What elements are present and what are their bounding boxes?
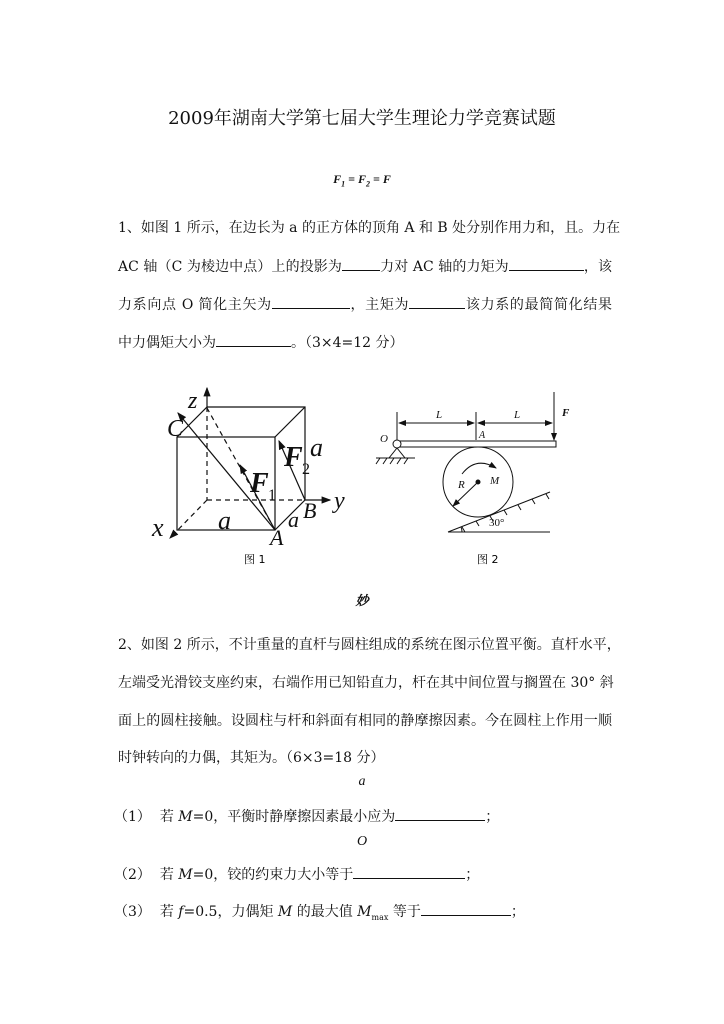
force-f1-label: F — [250, 468, 269, 499]
answer-blank[interactable] — [353, 864, 465, 879]
text: 的最大值 — [292, 904, 358, 920]
q2-sub-2 — [114, 864, 608, 884]
text: ，主矩为 — [349, 297, 410, 313]
stray-o: O — [356, 834, 368, 849]
num: （2） — [114, 867, 151, 883]
force-f1-sub: 1 — [268, 487, 276, 504]
q2-sub-3 — [114, 901, 608, 927]
q2-line-4: 时钟转向的力偶，其矩为。（6×3=18 分） — [118, 750, 385, 766]
x-axis-label: x — [152, 513, 164, 542]
text: 。（3×4=12 分） — [291, 335, 404, 351]
text: =0.5，力偶矩 — [183, 904, 278, 920]
q1-line-1: 1、如图 1 所示，在边长为 a 的正方体的顶角 A 和 B 处分别作用力和，且。力在 — [118, 220, 621, 236]
text: 中力偶矩大小为 — [118, 335, 216, 351]
angle-label: 30° — [489, 517, 505, 529]
edge-a-label: a — [310, 433, 323, 462]
q2-line-1: 2、如图 2 所示，不计重量的直杆与圆柱组成的系统在图示位置平衡。直杆水平， — [118, 637, 621, 653]
text: 力对 AC 轴的力矩为 — [380, 259, 509, 275]
couple-m-label: M — [490, 475, 500, 487]
length-l-label: L — [514, 409, 521, 421]
force-f2-sub: 2 — [302, 461, 310, 478]
var: M — [277, 904, 293, 920]
q2-sub-1 — [114, 806, 608, 826]
figure-2-beam — [376, 392, 556, 532]
point-o-label: O — [380, 433, 388, 445]
text: 该力系的最简简化结果 — [465, 297, 612, 313]
answer-blank[interactable] — [421, 901, 511, 916]
page-title: 2009年湖南大学第七届大学生理论力学竞赛试题 — [168, 108, 556, 129]
force-f2-label: F — [284, 442, 303, 473]
f1: F — [333, 172, 342, 186]
stray-mark: 妙 — [355, 593, 369, 608]
text: 力系向点 O 简化主矢为 — [118, 297, 272, 313]
num: （3） — [114, 904, 151, 920]
stray-a: a — [358, 774, 366, 789]
f2: F — [358, 172, 367, 186]
point-a-label: A — [270, 525, 284, 550]
var: M — [178, 867, 193, 883]
text: 若 — [159, 867, 179, 883]
f1-sub: 1 — [341, 179, 346, 189]
text: ； — [465, 867, 480, 883]
var: M — [357, 904, 372, 920]
text: ； — [510, 904, 525, 920]
figure-1-caption: 图 1 — [244, 553, 266, 566]
q2-line-2: 左端受光滑铰支座约束，右端作用已知铅直力，杆在其中间位置与搁置在 30° 斜 — [118, 675, 614, 691]
text: 若 — [159, 904, 179, 920]
eq-f: = F — [370, 172, 391, 186]
text: =0，铰的约束力大小等于 — [192, 867, 354, 883]
num: （1） — [114, 809, 151, 825]
z-axis-label: z — [188, 388, 198, 414]
q2-line-3: 面上的圆柱接触。设圆柱与杆和斜面有相同的静摩擦因素。今在圆柱上作用一顺 — [118, 713, 612, 729]
y-axis-label: y — [334, 488, 345, 514]
answer-blank[interactable] — [395, 806, 485, 821]
text: 等于 — [388, 904, 421, 920]
f2-sub: 2 — [366, 179, 371, 189]
text: ； — [485, 809, 500, 825]
var: f — [178, 904, 184, 920]
force-f-label: F — [562, 407, 570, 419]
text: AC 轴（C 为棱边中点）上的投影为 — [118, 259, 343, 275]
var: M — [178, 809, 193, 825]
figure-2-caption: 图 2 — [477, 553, 499, 566]
eq: = — [345, 172, 358, 186]
edge-a-label: a — [288, 507, 299, 532]
radius-r-label: R — [458, 479, 465, 491]
text: 若 — [159, 809, 179, 825]
point-c-label: C — [167, 416, 184, 442]
text: =0，平衡时静摩擦因素最小应为 — [192, 809, 396, 825]
text: ，该 — [583, 259, 613, 275]
sub: max — [371, 912, 389, 922]
point-b-label: B — [303, 498, 317, 523]
edge-a-label: a — [218, 506, 231, 535]
point-a-label: A — [479, 430, 486, 441]
length-l-label: L — [436, 409, 443, 421]
